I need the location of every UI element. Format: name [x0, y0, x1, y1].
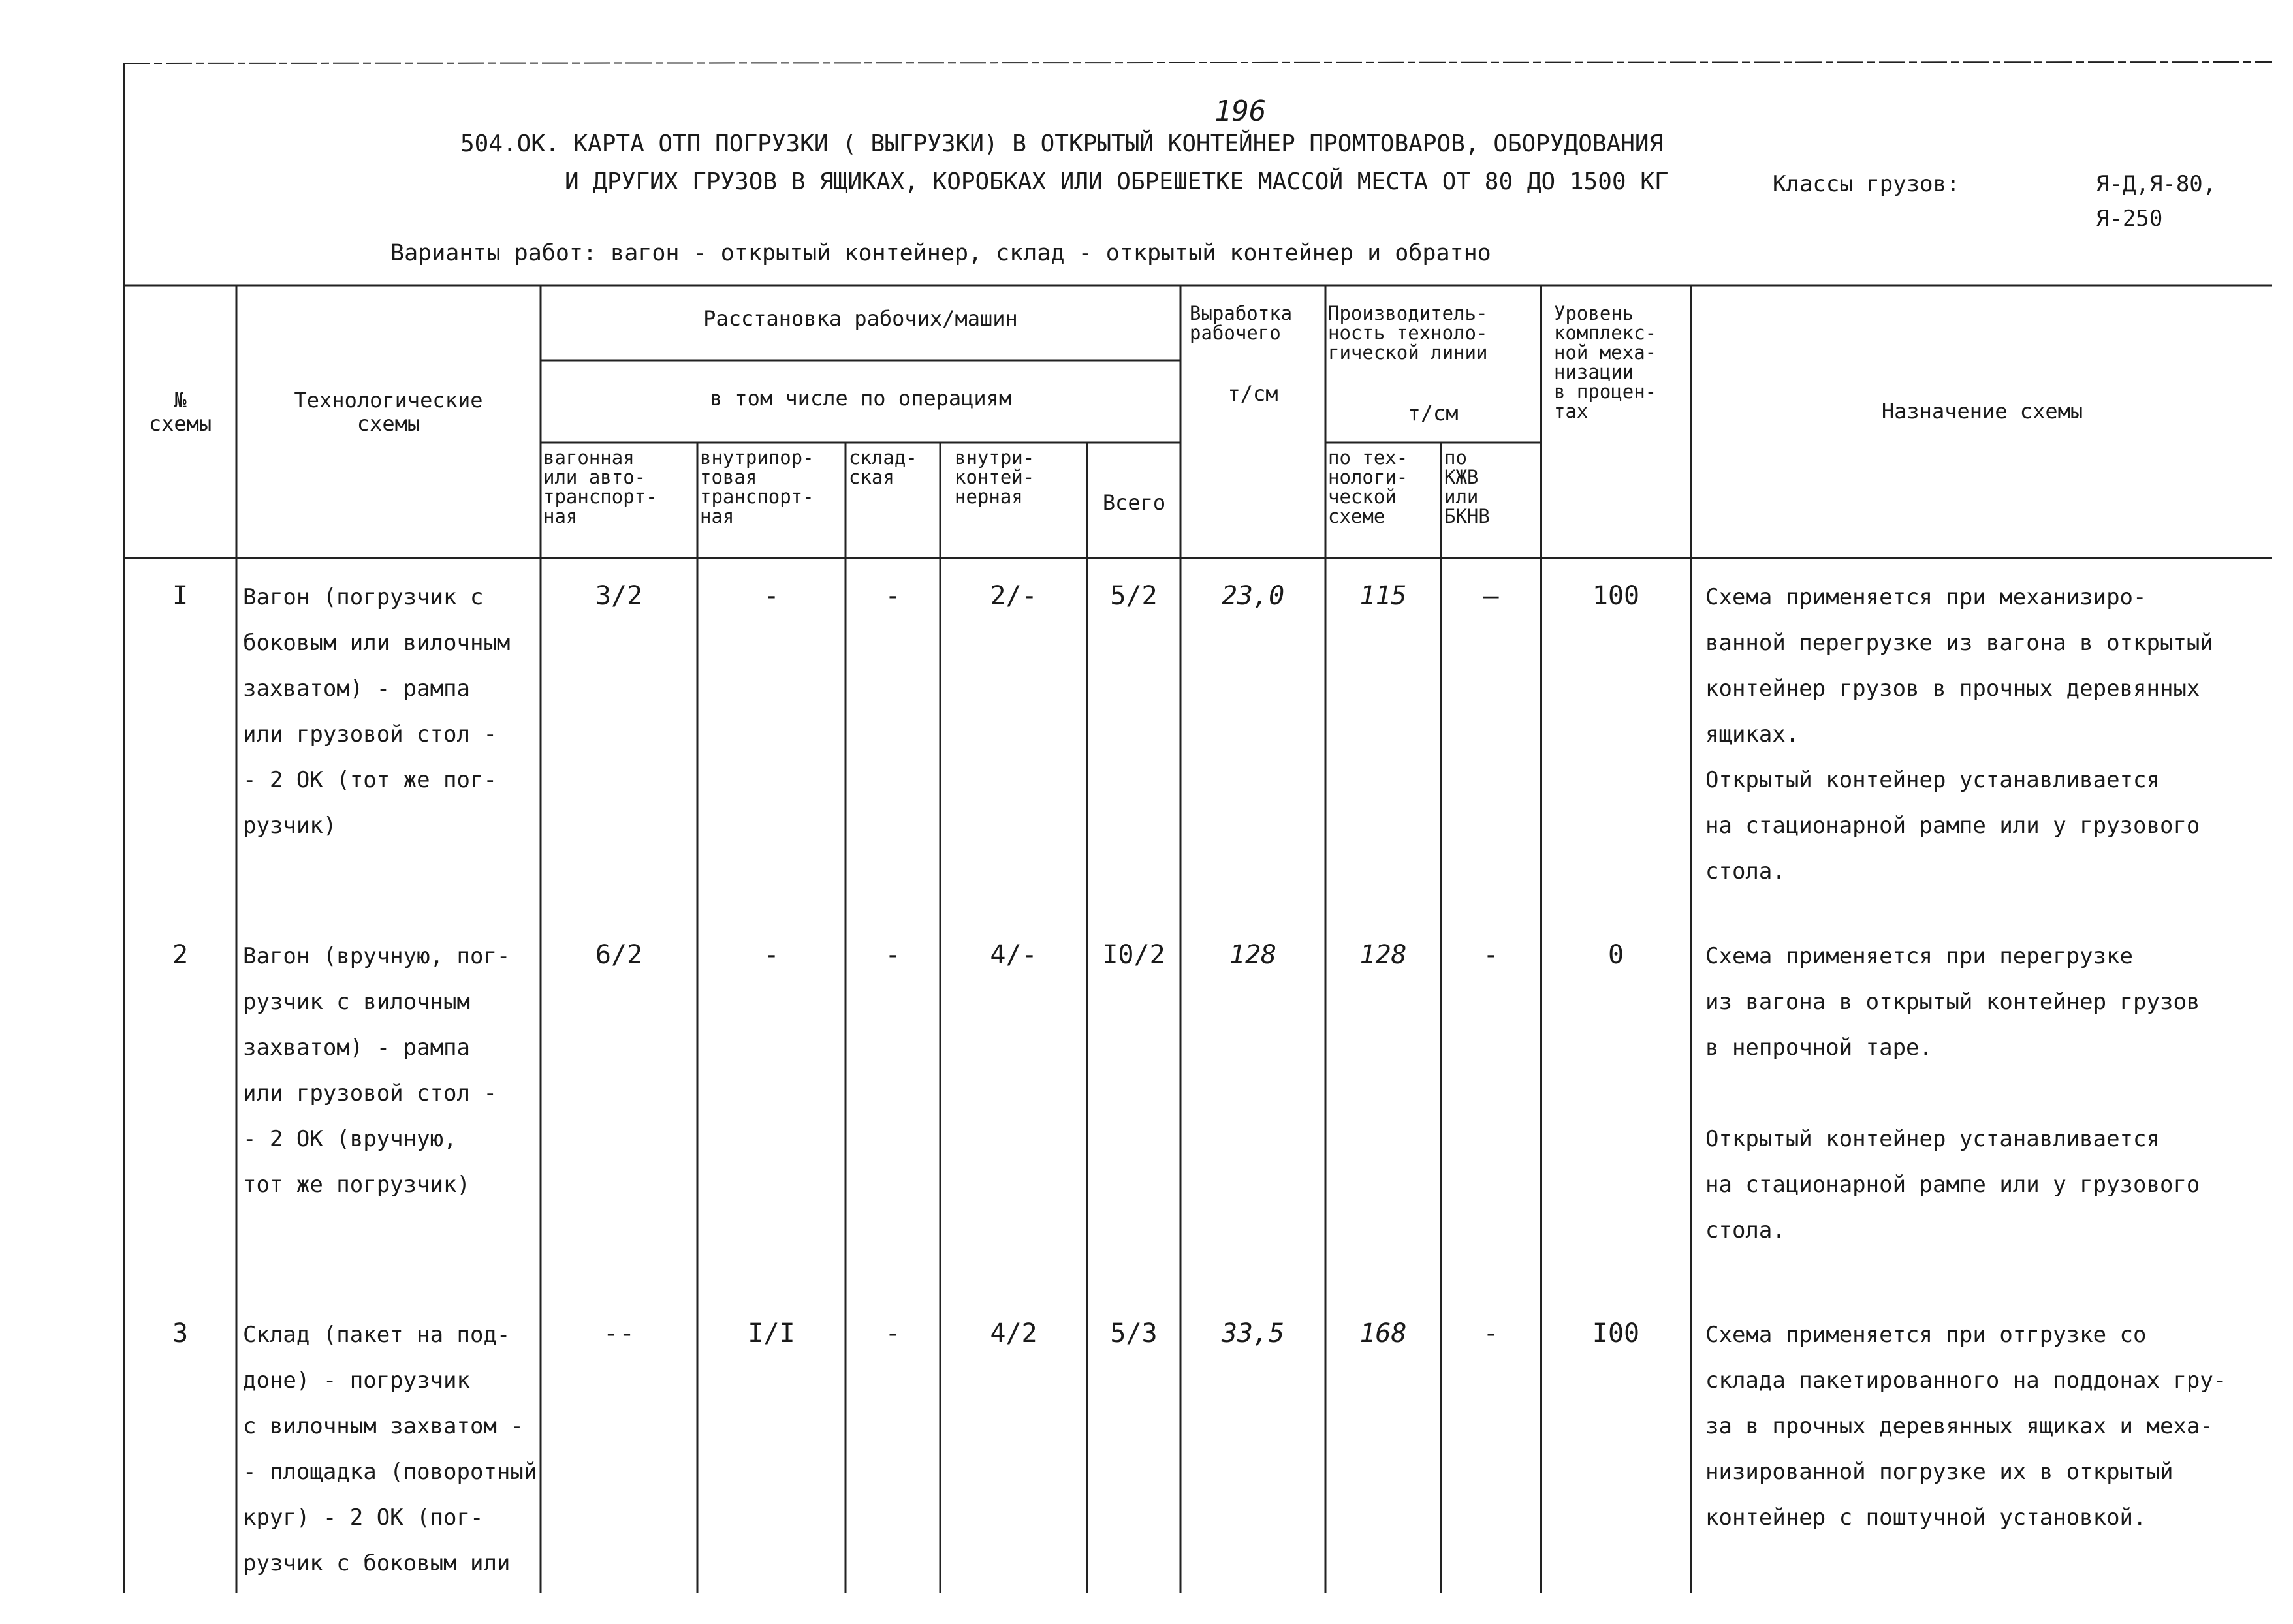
row-1-kv: — [1483, 581, 1499, 611]
header-by-tech-scheme: по тех- нологи- ческой схеме [1328, 446, 1408, 527]
header-productivity-unit: т/см [1408, 401, 1459, 426]
row-3-intraport: I/I [748, 1319, 795, 1349]
header-by-kv: по КЖВ или БКНВ [1444, 446, 1490, 527]
header-intraport: внутрипор- товая транспорт- ная [700, 446, 814, 527]
cargo-classes-value: Я-Д,Я-80, [2096, 171, 2217, 197]
cargo-classes-value-cont: Я-250 [2096, 206, 2163, 232]
row-2-no: 2 [172, 940, 189, 970]
header-scheme-no: № схемы [148, 388, 212, 436]
row-2-output: 128 [1229, 940, 1277, 970]
row-1-output: 23,0 [1221, 581, 1285, 611]
row-1-total: 5/2 [1110, 581, 1158, 611]
header-placement: Расстановка рабочих/машин [703, 306, 1018, 331]
row-3-intracontainer: 4/2 [990, 1319, 1037, 1349]
row-3-scheme: Склад (пакет на под- доне) - погрузчик с вилочным захватом - - площадка (поворотный круг) - 2 ОК (пог- рузчик с боковым или [243, 1322, 537, 1576]
row-2-total: I0/2 [1102, 940, 1165, 970]
row-1-no: I [172, 581, 189, 611]
row-3-kv: - [1483, 1319, 1499, 1349]
row-3-no: 3 [172, 1319, 189, 1349]
row-2-kv: - [1483, 940, 1499, 970]
header-tech-schemes: Технологические схемы [294, 388, 483, 436]
row-2-scheme: Вагон (вручную, пог- рузчик с вилочным захватом) - рампа или грузовой стол - - 2 ОК (вручную, тот же погрузчик) [243, 943, 511, 1198]
row-2-purpose: Схема применяется при перегрузке из вагона в открытый контейнер грузов в непрочной таре. Открытый контейнер устанавливается на стационарной рампе или у грузового стола. [1705, 943, 2200, 1243]
row-1-purpose: Схема применяется при механизиро- ванной перегрузке из вагона в открытый контейнер грузов в прочных деревянных ящиках. Открытый контейнер устанавливается на стационарной рампе или у грузового стола. [1705, 584, 2213, 884]
row-1-mechanization: 100 [1592, 581, 1640, 611]
row-3-total: 5/3 [1110, 1319, 1158, 1349]
row-3-warehouse: - [885, 1319, 901, 1349]
row-2-wagon: 6/2 [595, 940, 643, 970]
header-total: Всего [1102, 490, 1166, 515]
header-mechanization: Уровень комплекс- ной меха- низации в процен- тах [1554, 302, 1657, 422]
row-1-scheme: Вагон (погрузчик с боковым или вилочным захватом) - рампа или грузовой стол - - 2 ОК (тот же пог- рузчик) [243, 584, 511, 839]
work-variants: Варианты работ: вагон - открытый контейнер, склад - открытый контейнер и обратно [390, 240, 1491, 266]
row-2-intracontainer: 4/- [990, 940, 1037, 970]
row-2-intraport: - [763, 940, 780, 970]
row-3-purpose: Схема применяется при отгрузке со склада пакетированного на поддонах гру- за в прочных деревянных ящиках и меха- низированной погрузке их в открытый контейнер с поштучной установкой. [1705, 1322, 2227, 1531]
header-productivity: Производитель- ность техноло- гической линии [1328, 302, 1488, 364]
header-output: Выработка рабочего [1190, 302, 1293, 344]
row-3-output: 33,5 [1221, 1319, 1285, 1349]
header-output-unit: т/см [1227, 381, 1278, 406]
row-1-intraport: - [763, 581, 780, 611]
header-intracontainer: внутри- контей- нерная [955, 446, 1035, 508]
header-by-operations: в том числе по операциям [709, 386, 1012, 411]
row-3-wagon: -- [603, 1319, 635, 1349]
row-2-warehouse: - [885, 940, 901, 970]
cargo-classes-label: Классы грузов: [1773, 171, 1960, 197]
row-1-intracontainer: 2/- [990, 581, 1037, 611]
document-title-line2: И ДРУГИХ ГРУЗОВ В ЯЩИКАХ, КОРОБКАХ ИЛИ ОБРЕШЕТКЕ МАССОЙ МЕСТА ОТ 80 ДО 1500 КГ [565, 168, 1669, 195]
row-2-mechanization: 0 [1607, 940, 1624, 970]
page-number: 196 [1214, 95, 1267, 128]
row-1-warehouse: - [885, 581, 901, 611]
row-3-productivity: 168 [1359, 1319, 1407, 1349]
document-title-line1: 504.OK. КАРТА ОТП ПОГРУЗКИ ( ВЫГРУЗКИ) В ОТКРЫТЫЙ КОНТЕЙНЕР ПРОМТОВАРОВ, ОБОРУДОВАНИЯ [460, 131, 1664, 157]
header-purpose: Назначение схемы [1881, 399, 2083, 424]
row-2-productivity: 128 [1359, 940, 1407, 970]
row-1-wagon: 3/2 [595, 581, 643, 611]
row-1-productivity: 115 [1359, 581, 1407, 611]
header-wagon: вагонная или авто- транспорт- ная [543, 446, 657, 527]
row-3-mechanization: I00 [1592, 1319, 1640, 1349]
header-warehouse: склад- ская [849, 446, 917, 488]
